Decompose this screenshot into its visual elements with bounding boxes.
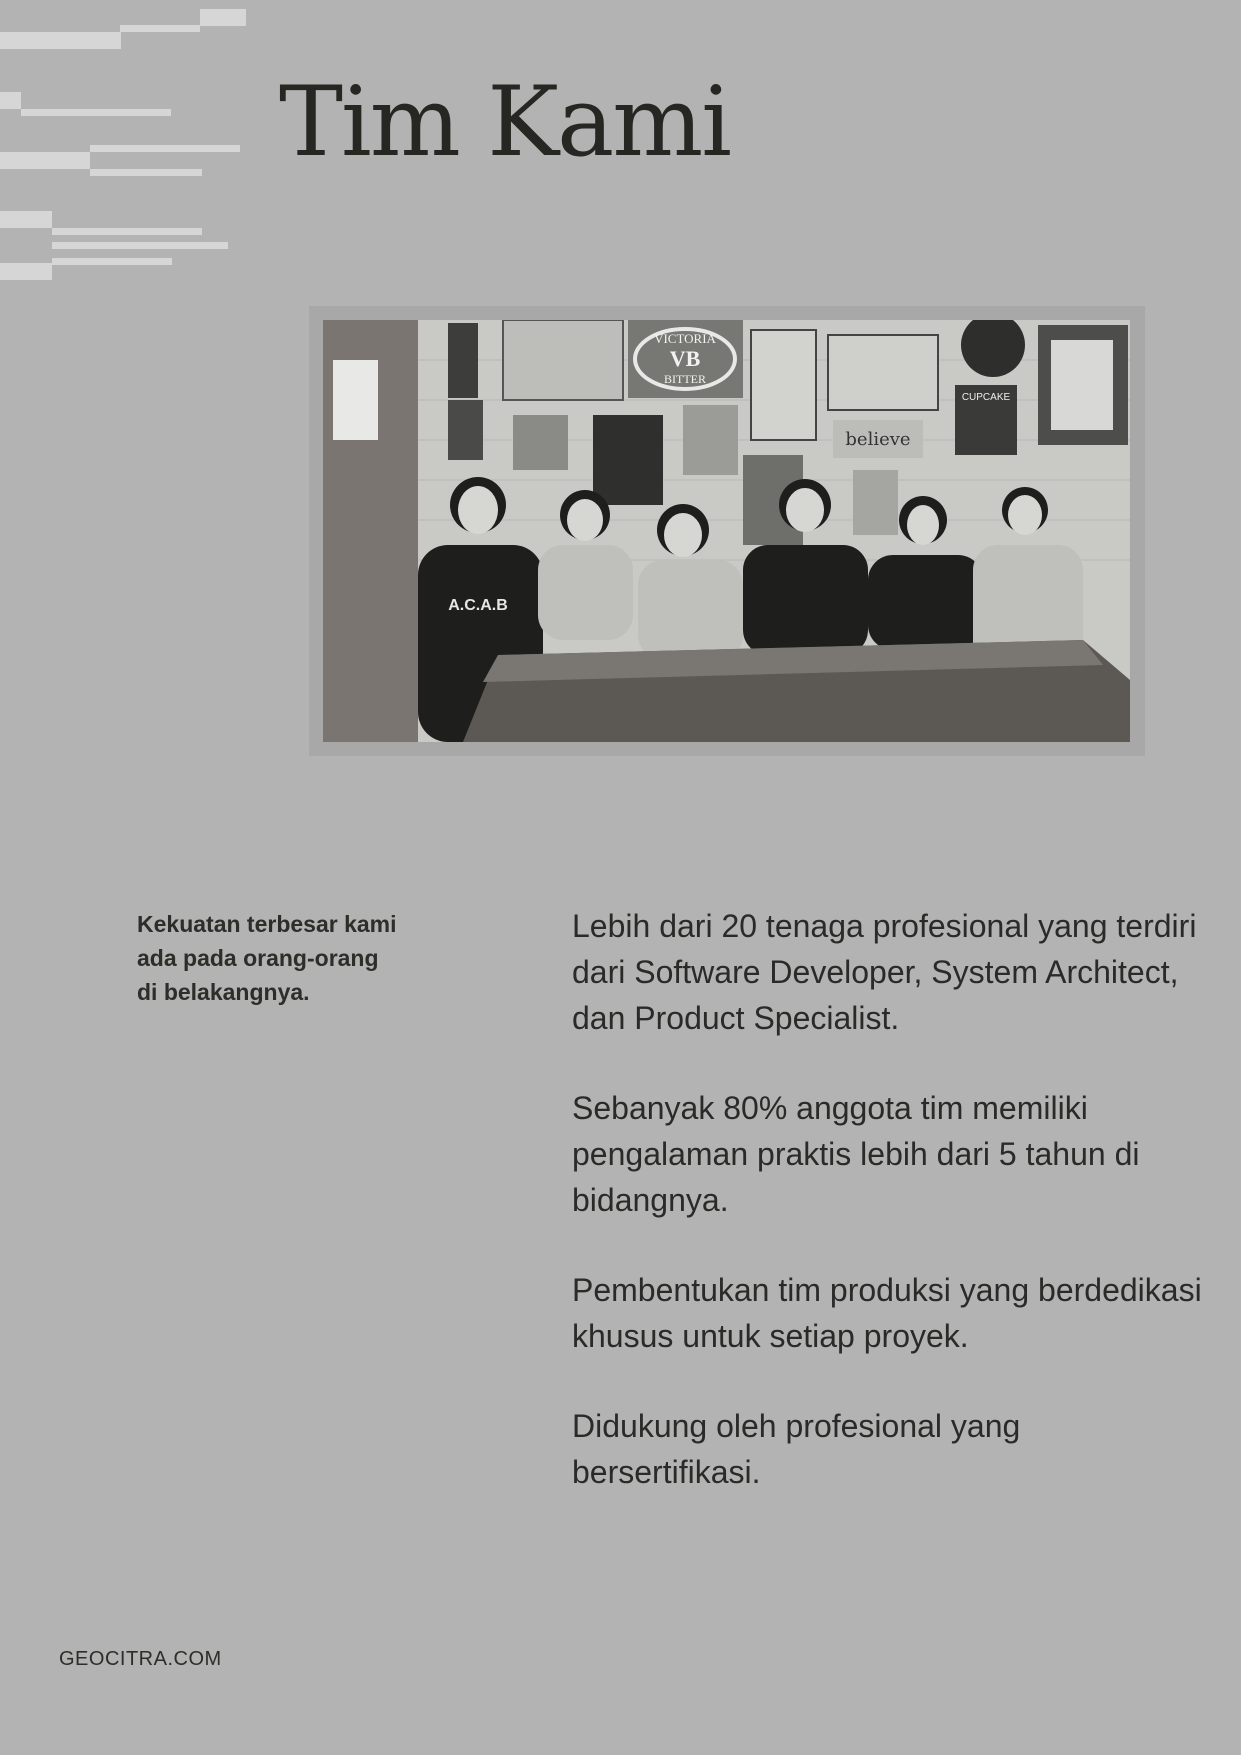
highlight-item: Lebih dari 20 tenaga profesional yang terdiri dari Software Developer, System Architect, dan Product Specialist. bbox=[572, 908, 1197, 1036]
highlight-item: Didukung oleh profesional yang bersertifikasi. bbox=[572, 1408, 1021, 1490]
highlight-item: Sebanyak 80% anggota tim memiliki pengalaman praktis lebih dari 5 tahun di bidangnya. bbox=[572, 1090, 1140, 1218]
sign-text-cupcake: CUPCAKE bbox=[961, 392, 1011, 403]
decorative-bars bbox=[0, 0, 260, 290]
sign-text-victoria: VICTORIA bbox=[654, 331, 716, 346]
team-photo bbox=[323, 320, 1130, 742]
shirt-text: A.C.A.B bbox=[448, 597, 508, 614]
footer-website: GEOCITRA.COM bbox=[59, 1648, 222, 1670]
tagline: Kekuatan terbesar kami ada pada orang-orang di belakangnya. bbox=[137, 911, 397, 1005]
sign-text-vb: VB bbox=[669, 346, 701, 371]
team-photo-frame bbox=[309, 306, 1145, 756]
sign-text-bitter: BITTER bbox=[664, 372, 706, 386]
sign-text-believe: believe bbox=[845, 429, 911, 450]
highlight-item: Pembentukan tim produksi yang berdedikasi khusus untuk setiap proyek. bbox=[572, 1272, 1202, 1354]
team-highlights-list bbox=[572, 903, 1212, 1539]
page-title: Tim Kami bbox=[279, 66, 730, 178]
